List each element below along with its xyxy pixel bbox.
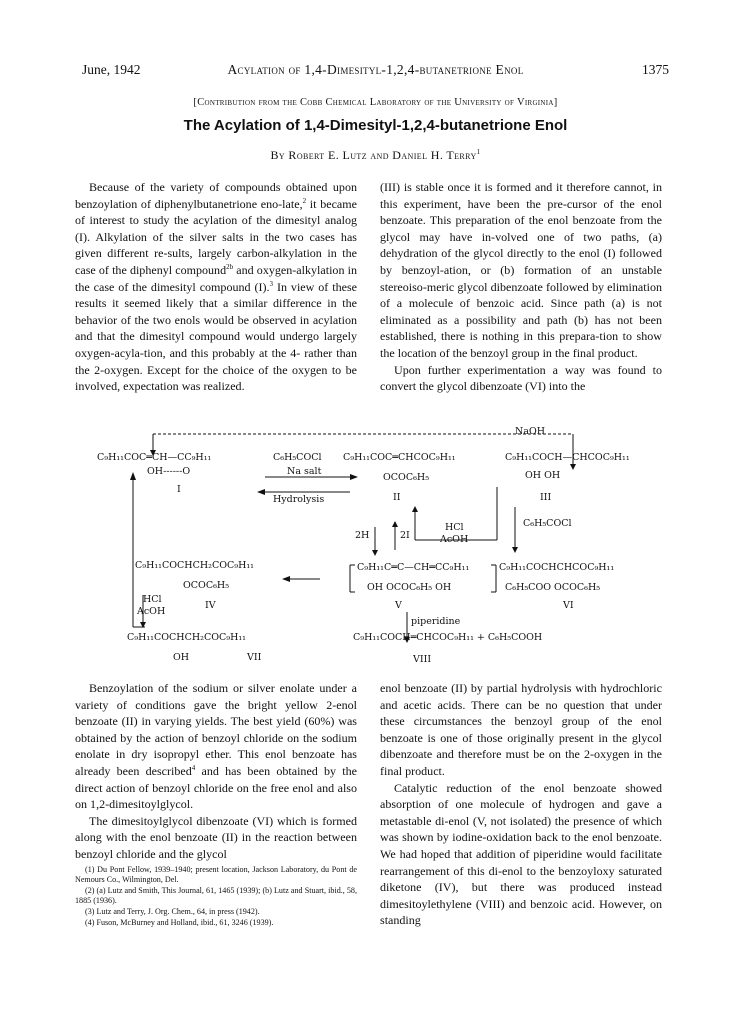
formula-II: C₉H₁₁COC═CHCOC₉H₁₁ xyxy=(343,452,456,463)
formula-III: C₉H₁₁COCH—CHCOC₉H₁₁ xyxy=(505,452,630,463)
formula-VI-sub: C₆H₅COO OCOC₆H₅ xyxy=(505,582,601,593)
formula-II-sub: OCOC₆H₅ xyxy=(383,472,430,483)
formula-VII-sub: OH xyxy=(173,652,190,663)
formula-VI: C₉H₁₁COCHCHCOC₉H₁₁ xyxy=(499,562,615,573)
reagent-acoh-2: AcOH xyxy=(137,606,166,617)
paragraph: (III) is stable once it is formed and it therefore cannot, in this experiment, have been the pre-cursor of the enol benzoate. This preparation of the enol benzoate from the glycol may have in-volved one of two paths, (a) dehydration of the glycol directly to the enol (I) followed by benzoyl-ation, or (b) formation of an unstable stereoiso-meric glycol dibenzoate followed by elimination of a molecule of benzoic acid. Since path (a) is not eliminated as a possibility and path (b) has not been established, there is nothing in this prepara-tion to show the location of the benzoyl group in the final product. xyxy=(380,180,662,360)
footnote: (4) Fuson, McBurney and Holland, ibid., 61, 3246 (1939). xyxy=(85,917,274,927)
label-V: V xyxy=(395,600,402,611)
left-column-bottom xyxy=(75,680,357,928)
footnotes xyxy=(75,865,357,929)
reagent-2i: 2I xyxy=(400,530,410,541)
right-column-bottom xyxy=(380,680,662,929)
reagent-naoh: NaOH xyxy=(515,426,546,437)
label-I: I xyxy=(177,484,181,495)
formula-IV: C₉H₁₁COCHCH₂COC₉H₁₁ xyxy=(135,560,254,571)
reagent-benzoyl-chloride-2: C₆H₅COCl xyxy=(523,518,572,529)
formula-V-sub: OH OCOC₆H₅ OH xyxy=(367,582,452,593)
running-header xyxy=(82,62,669,80)
left-column-top xyxy=(75,179,357,395)
byline-footnote-ref: 1 xyxy=(476,148,481,156)
label-III: III xyxy=(540,492,552,503)
reagent-piperidine: piperidine xyxy=(411,616,461,627)
label-IV: IV xyxy=(205,600,216,611)
reagent-acoh: AcOH xyxy=(440,534,469,545)
paragraph: enol benzoate (II) by partial hydrolysis with hydrochloric and acetic acids. There can be no question that under these circumstances the benzoyl group of the enol benzoate is one of those originally present in the glycol dibenzoate and therefore must be on the 2-oxygen in the final product. xyxy=(380,681,662,778)
formula-VIII: C₉H₁₁COCH═CHCOC₉H₁₁ + C₆H₅COOH xyxy=(353,632,543,643)
label-VII: VII xyxy=(247,652,262,663)
contribution-note: [Contribution from the Cobb Chemical Laboratory of the University of Virginia] xyxy=(193,97,558,108)
article-title: The Acylation of 1,4-Dimesityl-1,2,4-butanetrione Enol xyxy=(183,117,568,134)
formula-I-sub: OH------O xyxy=(147,466,191,477)
reagent-hcl-2: HCl xyxy=(143,594,162,605)
formula-IV-sub: OCOC₆H₅ xyxy=(183,580,230,591)
formula-I: C₉H₁₁COC═CH—CC₉H₁₁ xyxy=(97,452,212,463)
formula-III-sub: OH OH xyxy=(525,470,561,481)
label-VI: VI xyxy=(563,600,574,611)
label-II: II xyxy=(393,492,401,503)
formula-V: C₉H₁₁C═C—CH═CC₉H₁₁ xyxy=(357,562,470,573)
page-number: 1375 xyxy=(642,62,669,77)
label-VIII: VIII xyxy=(413,654,432,665)
reagent-benzoyl-chloride: C₆H₅COCl xyxy=(273,452,322,463)
reaction-scheme xyxy=(95,422,705,672)
reagent-hcl: HCl xyxy=(445,522,464,533)
byline xyxy=(82,148,669,163)
paragraph: Upon further experimentation a way was found to convert the glycol dibenzoate (VI) into the xyxy=(380,362,662,394)
footnote: (3) Lutz and Terry, J. Org. Chem., 64, in press (1942). xyxy=(85,906,260,916)
footnote: (1) Du Pont Fellow, 1939–1940; present location, Jackson Laboratory, du Pont de Nemours Co., Wilmington, Del. xyxy=(75,864,357,885)
paragraph: Benzoylation of the sodium or silver enolate under a variety of conditions gave the bright yellow 2-enol benzoate (II) in varying yields. The best yield (60%) was obtained by the action of benzoyl chloride on the sodium enolate in dry isopropyl ether. This enol benzoate has already been described$^4$ and has been obtained by the direct action of benzoyl chloride on the free enol and also on 1,2-dimesitoylglycol. xyxy=(75,681,358,812)
paragraph: The dimesitoylglycol dibenzoate (VI) which is formed along with the enol benzoate (II) in the reaction between benzoyl chloride and the glycol xyxy=(75,813,357,861)
authors: By Robert E. Lutz and Daniel H. Terry xyxy=(270,148,477,162)
paragraph: Catalytic reduction of the enol benzoate showed absorption of one molecule of hydrogen and gave a metastable di-enol (V, not isolated) the presence of which was shown by iodine-oxidation back to the enol benzoate. We had hoped that addition of piperidine would facilitate rearrangement of this di-enol to the benzoyloxy saturated diketone (IV), but there was produced instead dimesitoylethylene (VIII) and benzoic acid. However, on standing xyxy=(380,780,662,928)
reagent-2h: 2H xyxy=(355,530,370,541)
paragraph: Because of the variety of compounds obtained upon benzoylation of diphenylbutanetrione eno-late,$^2$ it became of interest to study the acylation of the dimesityl analog (I). Alkylation of the silver salts in the two cases has given different re-sults, largely carbon-alkylation in the case of the diphenyl compound$^{2b}$ and oxygen-alkylation in the case of the dimesityl compound (I).$^3$ In view of these results it seemed likely that a similar difference in the behavior of the two enols would be observed in acylation and that the dimesityl compound would undergo largely oxygen-acyla-tion, and this probably at the 4- rather than the 2-oxygen. Except for the choice of the oxygen to be involved, expectation was realized. xyxy=(75,180,358,394)
right-column-top xyxy=(380,179,662,395)
footnote: (2) (a) Lutz and Smith, This Journal, 61, 1465 (1939); (b) Lutz and Stuart, ibid., 58, 1885 (1936). xyxy=(75,885,357,906)
formula-VII: C₉H₁₁COCHCH₂COC₉H₁₁ xyxy=(127,632,246,643)
reagent-hydrolysis: Hydrolysis xyxy=(273,494,325,505)
reagent-na-salt: Na salt xyxy=(287,466,322,477)
header-date: June, 1942 xyxy=(82,62,141,77)
header-running-title: Acylation of 1,4-Dimesityl-1,2,4-butanetrione Enol xyxy=(227,62,524,77)
